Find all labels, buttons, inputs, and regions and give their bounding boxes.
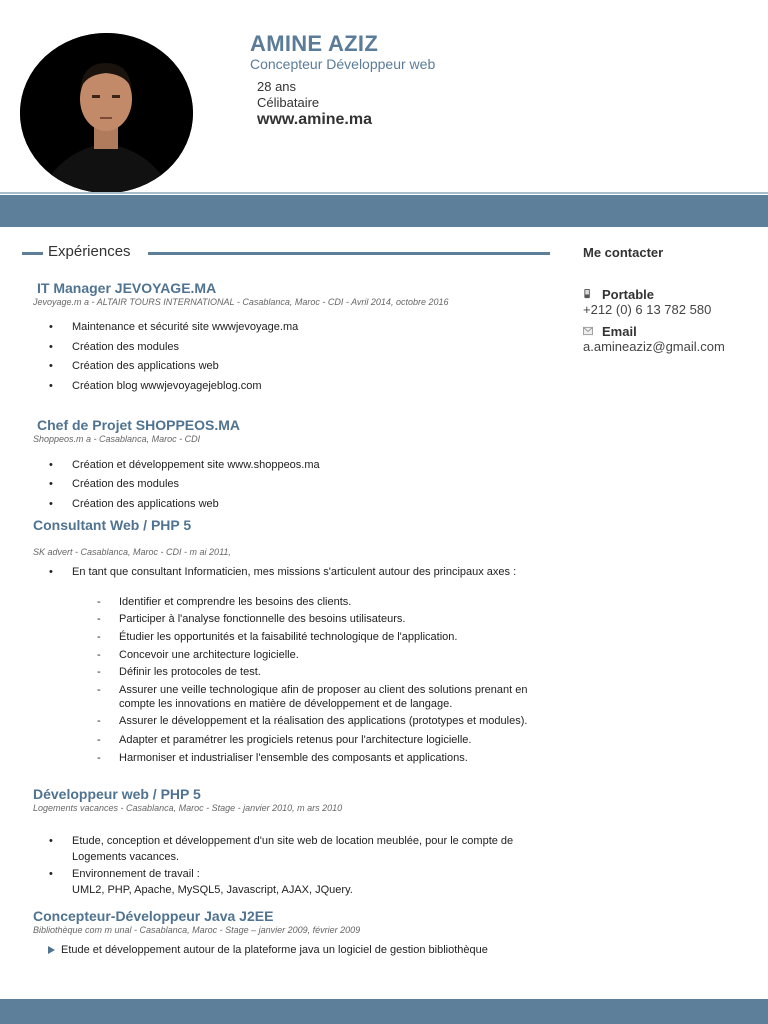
- job-meta: Shoppeos.m a - Casablanca, Maroc - CDI: [33, 434, 201, 444]
- list-item: • Création des modules: [49, 478, 180, 490]
- experiences-heading: [22, 243, 550, 263]
- job-meta: Jevoyage.m a - ALTAIR TOURS INTERNATIONAL - Casablanca, Maroc - CDI - Avril 2014, octobre 2016: [33, 297, 449, 307]
- phone-value[interactable]: +212 (0) 6 13 782 580: [583, 302, 712, 317]
- heading-rule-right: [148, 252, 550, 255]
- email-value[interactable]: a.amineaziz@gmail.com: [583, 339, 725, 354]
- list-item-continuation: UML2, PHP, Apache, MySQL5, Javascript, AJAX, JQuery.: [72, 884, 353, 896]
- heading-rule-left: [22, 252, 43, 255]
- list-item: • En tant que consultant Informaticien, mes missions s'articulent autour des principaux axes :: [49, 566, 517, 578]
- list-item: - Concevoir une architecture logicielle.: [97, 649, 299, 661]
- phone-label: Portable: [602, 287, 655, 302]
- list-item: - Assurer une veille technologique afin de proposer au client des solutions prenant en: [97, 684, 528, 696]
- job-title: Développeur web / PHP 5: [33, 786, 201, 802]
- profile-photo: [20, 33, 193, 193]
- list-item: - Adapter et paramétrer les progiciels retenus pour l'architecture logicielle.: [97, 734, 472, 746]
- list-item: - Assurer le développement et la réalisation des applications (prototypes et modules).: [97, 715, 528, 727]
- list-item: • Environnement de travail :: [49, 868, 200, 880]
- list-item: Etude et développement autour de la plateforme java un logiciel de gestion bibliothèque: [61, 944, 488, 956]
- list-item: • Création et développement site www.shoppeos.ma: [49, 459, 320, 471]
- job-meta: Bibliothèque com m unal - Casablanca, Maroc - Stage – janvier 2009, février 2009: [33, 925, 361, 935]
- list-item: • Création des applications web: [49, 360, 219, 372]
- job-title: Consultant Web / PHP 5: [33, 517, 192, 533]
- age-text: 28 ans: [257, 79, 297, 94]
- header-band-line: [0, 192, 768, 194]
- list-item: • Création blog wwwjevoyagejeblog.com: [49, 380, 262, 392]
- phone-icon: [583, 289, 593, 299]
- footer-band: [0, 999, 768, 1024]
- header-band: [0, 195, 768, 227]
- email-icon: [583, 326, 593, 336]
- arrow-bullet-icon: [48, 946, 55, 954]
- list-item: - Identifier et comprendre les besoins des clients.: [97, 596, 352, 608]
- list-item-continuation: Logements vacances.: [72, 851, 180, 863]
- list-item: • Création des modules: [49, 341, 180, 353]
- job-title: Chef de Projet SHOPPEOS.MA: [37, 417, 241, 433]
- list-item-continuation: compte les innovations en matière de développement et de langage.: [119, 698, 453, 710]
- marital-status: Célibataire: [257, 95, 320, 110]
- list-item: - Étudier les opportunités et la faisabilité technologique de l'application.: [97, 631, 458, 643]
- list-item: - Participer à l'analyse fonctionnelle des besoins utilisateurs.: [97, 613, 406, 625]
- list-item: • Maintenance et sécurité site wwwjevoyage.ma: [49, 321, 299, 333]
- website-link[interactable]: www.amine.ma: [257, 111, 372, 128]
- list-item: - Définir les protocoles de test.: [97, 666, 261, 678]
- person-name: AMINE AZIZ: [250, 31, 379, 56]
- job-subtitle: Concepteur Développeur web: [250, 56, 436, 72]
- list-item: • Etude, conception et développement d'un site web de location meublée, pour le compte de: [49, 835, 514, 847]
- list-item: • Création des applications web: [49, 498, 219, 510]
- job-title: IT Manager JEVOYAGE.MA: [37, 280, 217, 296]
- contact-title: Me contacter: [583, 245, 664, 260]
- job-meta: Logements vacances - Casablanca, Maroc - Stage - janvier 2010, m ars 2010: [33, 803, 343, 813]
- job-title: Concepteur-Développeur Java J2EE: [33, 908, 274, 924]
- experiences-title: Expériences: [48, 243, 131, 260]
- list-item: - Harmoniser et industrialiser l'ensemble des composants et applications.: [97, 752, 468, 764]
- job-meta: SK advert - Casablanca, Maroc - CDI - m ai 2011,: [33, 547, 231, 557]
- email-label: Email: [602, 324, 637, 339]
